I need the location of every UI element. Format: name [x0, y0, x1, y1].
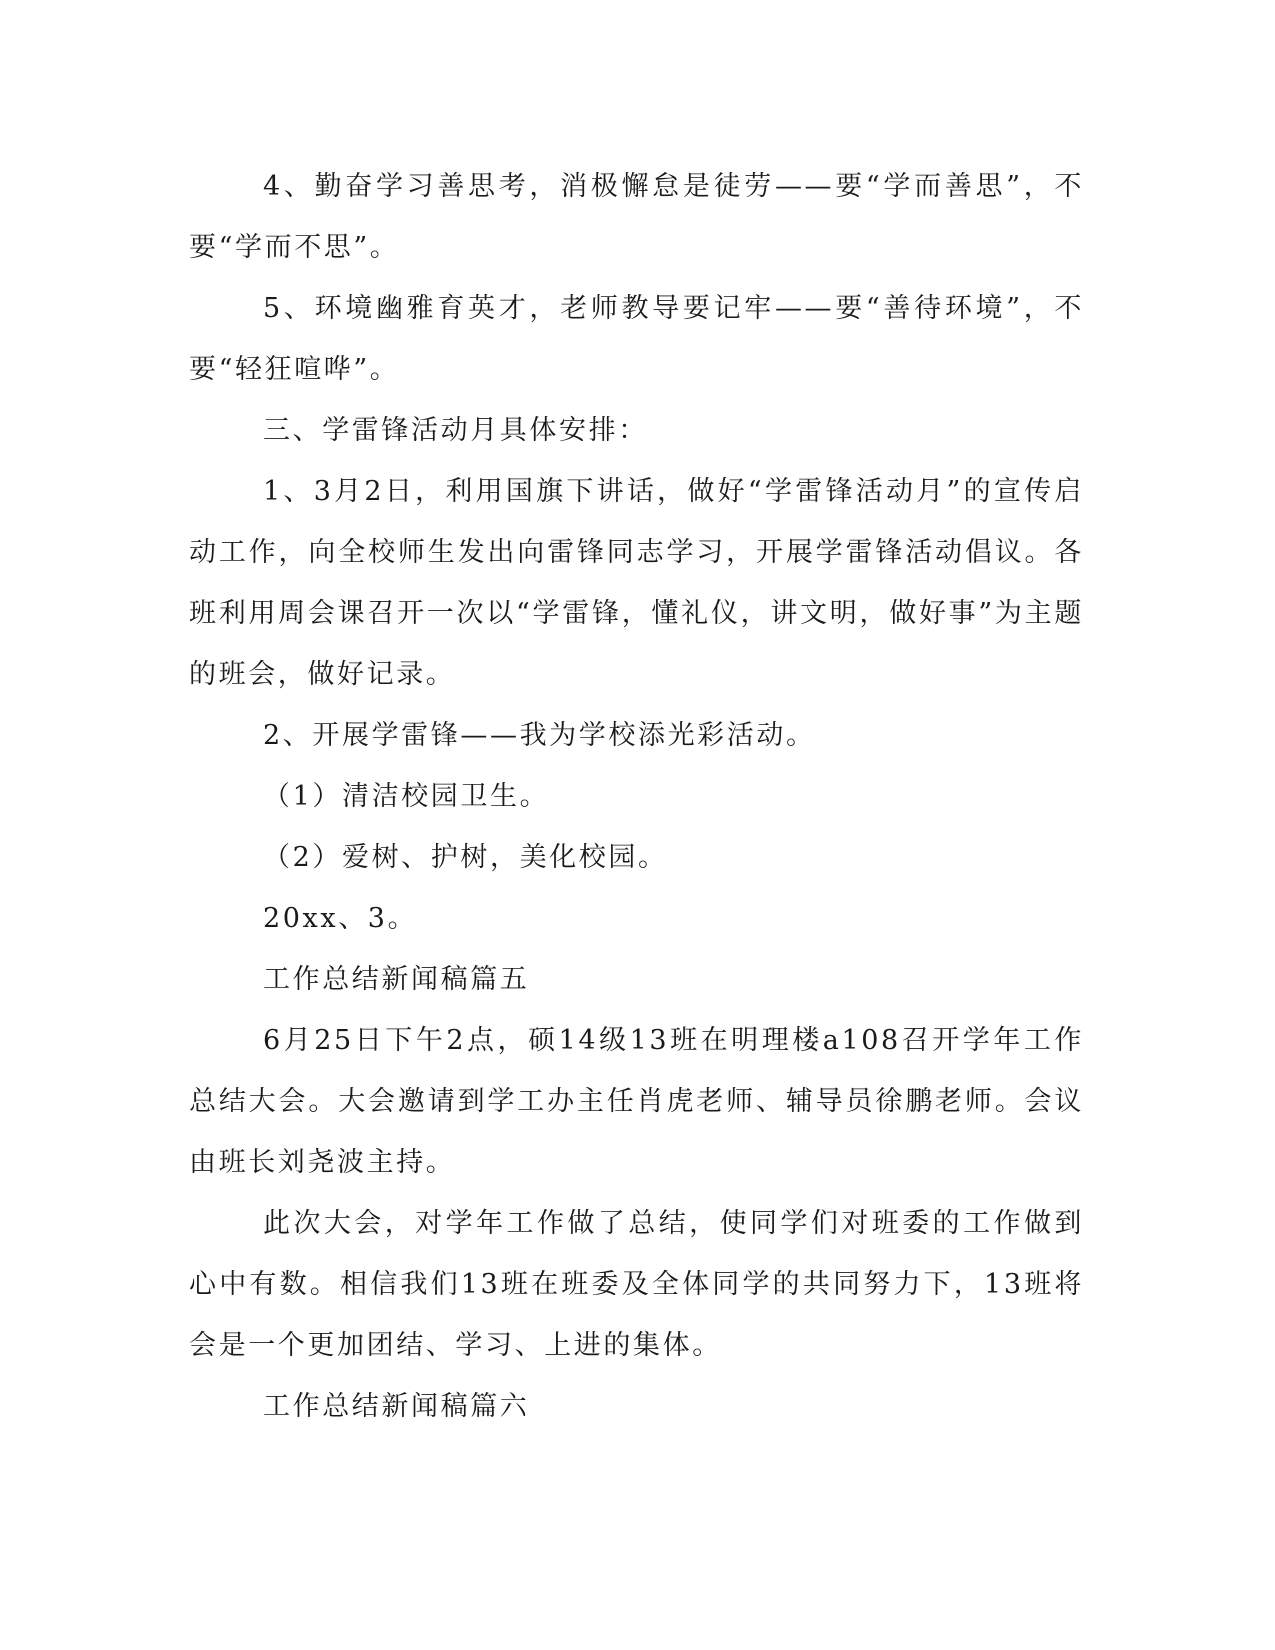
paragraph-item-5: 5、环境幽雅育英才，老师教导要记牢——要“善待环境”，不要“轻狂喧哗”。: [189, 293, 1084, 385]
paragraph-meeting: 6月25日下午2点，硕14级13班在明理楼a108召开学年工作总结大会。大会邀请到学工办主任肖虎老师、辅导员徐鹏老师。会议由班长刘尧波主持。: [189, 1025, 1084, 1178]
section-title-six: 工作总结新闻稿篇六: [263, 1391, 530, 1422]
paragraph-subitem-1: （1）清洁校园卫生。: [263, 781, 550, 812]
paragraph-summary: 此次大会，对学年工作做了总结，使同学们对班委的工作做到心中有数。相信我们13班在班委及全体同学的共同努力下，13班将会是一个更加团结、学习、上进的集体。: [189, 1208, 1084, 1361]
document-body: [189, 156, 1084, 1437]
date-line: 20xx、3。: [263, 903, 418, 934]
paragraph-arrangement-1: 1、3月2日，利用国旗下讲话，做好“学雷锋活动月”的宣传启动工作，向全校师生发出向雷锋同志学习，开展学雷锋活动倡议。各班利用周会课召开一次以“学雷锋，懂礼仪，讲文明，做好事”为主题的班会，做好记录。: [189, 476, 1084, 690]
section-heading-arrangement: 三、学雷锋活动月具体安排：: [263, 415, 648, 446]
paragraph-subitem-2: （2）爱树、护树，美化校园。: [263, 842, 668, 873]
section-title-five: 工作总结新闻稿篇五: [263, 964, 530, 995]
paragraph-arrangement-2: 2、开展学雷锋——我为学校添光彩活动。: [263, 720, 816, 751]
paragraph-item-4: 4、勤奋学习善思考，消极懈怠是徒劳——要“学而善思”，不要“学而不思”。: [189, 171, 1084, 263]
